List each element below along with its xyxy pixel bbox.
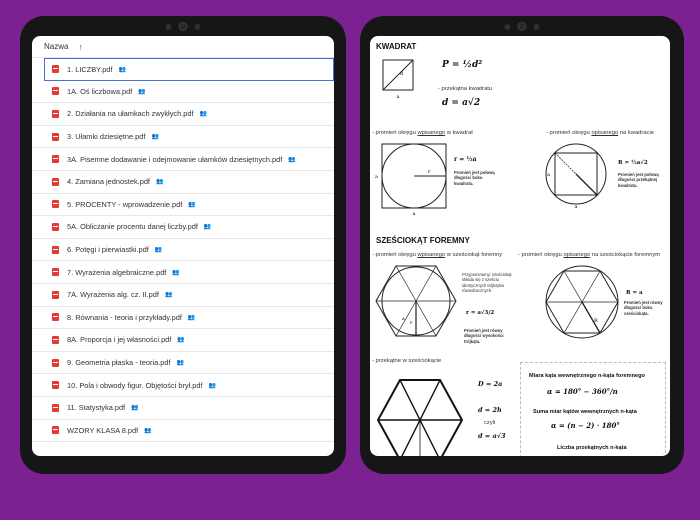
file-name: 6. Potęgi i pierwiastki.pdf	[67, 245, 149, 255]
area-formula: P = ½d²	[442, 60, 483, 70]
czyli-label: czyli	[484, 420, 496, 426]
inscribed-square-caption: - promień okręgu wpisanego w kwadrat	[372, 130, 473, 136]
file-name: 8. Równania - teoria i przykłady.pdf	[67, 312, 182, 322]
r-hex-formula: r = a√3/2	[466, 310, 495, 316]
radius-R-label: R	[594, 318, 598, 324]
file-name: 9. Geometria płaska - teoria.pdf	[67, 358, 171, 368]
file-row[interactable]	[32, 284, 334, 307]
angle-formula: α = 180° − 360°/n	[547, 387, 618, 396]
file-row[interactable]	[44, 58, 334, 81]
circumscribed-hex-caption: - promień okręgu opisanego na sześciokącie foremnym	[518, 252, 661, 258]
pdf-file-icon	[52, 381, 59, 389]
file-name: 1. LICZBY.pdf	[67, 64, 113, 74]
ngon-formulas-box	[520, 362, 666, 456]
shared-people-icon: 👥	[164, 292, 172, 299]
side-a-label: a	[574, 204, 578, 210]
circumscribed-square-caption: - promień okręgu opisanego na kwadracie	[546, 130, 654, 136]
pdf-file-icon	[52, 110, 59, 118]
file-name: 1A. Oś liczbowa.pdf	[67, 86, 133, 96]
file-row[interactable]	[32, 148, 334, 171]
file-row[interactable]	[32, 307, 334, 330]
file-name: 3. Ułamki dziesiętne.pdf	[67, 132, 146, 142]
hex-diagonals-caption: - przekątne w sześciokącie	[372, 358, 442, 364]
pdf-file-icon	[52, 65, 59, 73]
shared-people-icon: 👥	[176, 360, 184, 367]
shared-people-icon: 👥	[199, 111, 207, 118]
side-a-label: a	[412, 211, 416, 216]
inscribed-circle-square-figure	[372, 140, 454, 216]
inscribed-circle-hexagon-figure	[374, 262, 458, 340]
file-row[interactable]	[32, 374, 334, 397]
file-name: 5A. Obliczanie procentu danej liczby.pdf	[67, 222, 198, 232]
hex-note: Przypominamy: sześciokąt składa się z sześciu identycznych trójkątów równobocznych.	[462, 272, 512, 293]
shared-people-icon: 👥	[188, 201, 195, 208]
inscribed-hex-caption: - promień okręgu wpisanego w sześciokąt foremny	[372, 252, 503, 258]
angle-title: Miara kąta wewnętrznego n-kąta foremnego	[529, 373, 645, 379]
pdf-file-icon	[52, 178, 59, 186]
R-hex-formula: R = a	[626, 290, 643, 296]
pdf-file-icon	[52, 359, 59, 367]
pdf-file-icon	[52, 268, 59, 276]
shared-people-icon: 👥	[144, 427, 151, 434]
side-a-label: a	[547, 172, 550, 178]
r-hex-note: Promień jest równy długości wysokości trójkąta.	[464, 328, 504, 344]
file-name: 3A. Pisemne dodawanie i odejmowanie ułamków dziesiętnych.pdf	[67, 154, 283, 164]
camera	[166, 22, 201, 31]
sum-formula: α = (n − 2) · 180°	[551, 421, 620, 430]
R-hex-note: Promień jest równy długości boku sześciokąta.	[624, 300, 663, 316]
radius-r-label: r	[410, 320, 413, 326]
file-name: 7. Wyrażenia algebraiczne.pdf	[67, 267, 167, 277]
pdf-file-icon	[52, 87, 59, 95]
R-square-formula: R = ½a√2	[618, 160, 648, 166]
shared-people-icon: 👥	[172, 269, 179, 276]
sum-title: Suma miar kątów wewnętrznych n-kąta	[533, 409, 637, 415]
file-row[interactable]	[32, 420, 334, 443]
file-row[interactable]	[32, 171, 334, 194]
d-formula: d = 2h	[478, 406, 502, 414]
file-name: 2. Działania na ułamkach zwykłych.pdf	[67, 109, 194, 119]
file-row[interactable]	[32, 352, 334, 375]
file-name: 4. Zamiana jednostek.pdf	[67, 177, 150, 187]
section-title-square: KWADRAT	[376, 42, 417, 51]
D-formula: D = 2a	[478, 380, 503, 388]
shared-people-icon: 👥	[187, 314, 195, 321]
file-row[interactable]	[32, 397, 334, 420]
file-row[interactable]	[32, 126, 334, 149]
pdf-file-icon	[52, 223, 59, 231]
circumscribed-circle-square-figure	[538, 142, 618, 212]
diagonals-title: Liczba przekątnych n-kąta	[557, 445, 627, 451]
left-tablet	[20, 16, 346, 474]
sort-arrow-icon[interactable]: ↑	[78, 41, 83, 52]
document-screen[interactable]	[370, 36, 670, 456]
diagonal-caption: - przekątna kwadratu	[438, 86, 493, 92]
section-title-hexagon: SZEŚCIOKĄT FOREMNY	[376, 236, 470, 245]
file-name: 8A. Proporcja i jej własności.pdf	[67, 335, 172, 345]
file-row[interactable]	[32, 81, 334, 104]
R-square-note: Promień jest połową długości przekątnej kwadratu.	[618, 172, 659, 188]
pdf-file-icon	[52, 313, 59, 321]
name-column-label[interactable]: Nazwa	[44, 42, 69, 51]
shared-people-icon: 👥	[151, 134, 158, 141]
file-row[interactable]	[32, 239, 334, 262]
file-row[interactable]	[32, 261, 334, 284]
side-a-label: a	[375, 174, 378, 180]
shared-people-icon: 👥	[154, 247, 162, 254]
r-square-note: Promień jest połową długości boku kwadratu.	[454, 170, 495, 186]
shared-people-icon: 👥	[208, 382, 216, 389]
file-name: 7A. Wyrażenia alg. cz. II.pdf	[67, 290, 159, 300]
pdf-document	[370, 36, 670, 456]
pdf-file-icon	[52, 336, 59, 344]
side-a-label: a	[402, 317, 405, 322]
file-row[interactable]	[32, 216, 334, 239]
diagonal-formula: d = a√2	[442, 98, 481, 108]
file-name: WZORY KLASA 8.pdf	[67, 425, 139, 435]
file-list	[32, 58, 334, 442]
pdf-file-icon	[52, 155, 59, 163]
pdf-file-icon	[52, 404, 59, 412]
file-row[interactable]	[32, 194, 334, 217]
right-tablet	[360, 16, 684, 474]
shared-people-icon: 👥	[118, 66, 125, 73]
file-name: 10. Pola i obwody figur. Objętości brył.pdf	[67, 380, 203, 390]
pdf-file-icon	[52, 133, 59, 141]
side-a-label: a	[396, 94, 400, 100]
radius-r-label: r	[428, 169, 431, 175]
file-row[interactable]	[32, 329, 334, 352]
pdf-file-icon	[52, 291, 59, 299]
shared-people-icon: 👥	[203, 224, 211, 231]
hexagon-diagonals-figure	[374, 372, 474, 456]
file-list-screen	[32, 36, 334, 456]
pdf-file-icon	[52, 426, 59, 434]
camera	[505, 22, 540, 31]
circumscribed-circle-hexagon-figure	[542, 264, 624, 340]
pdf-file-icon	[52, 246, 59, 254]
file-name: 11. Statystyka.pdf	[67, 403, 126, 413]
shared-people-icon: 👥	[288, 156, 295, 163]
r-square-formula: r = ½a	[454, 156, 477, 163]
diagonal-d-label: d	[400, 71, 404, 77]
pdf-file-icon	[52, 200, 59, 208]
file-name: 5. PROCENTY - wprowadzenie.pdf	[67, 199, 183, 209]
shared-people-icon: 👥	[138, 88, 145, 95]
shared-people-icon: 👥	[131, 405, 138, 412]
shared-people-icon: 👥	[177, 337, 184, 344]
list-header[interactable]	[32, 36, 334, 58]
file-row[interactable]	[32, 103, 334, 126]
d2-formula: d = a√3	[478, 432, 506, 440]
shared-people-icon: 👥	[156, 179, 163, 186]
square-diagonal-figure	[376, 58, 416, 100]
